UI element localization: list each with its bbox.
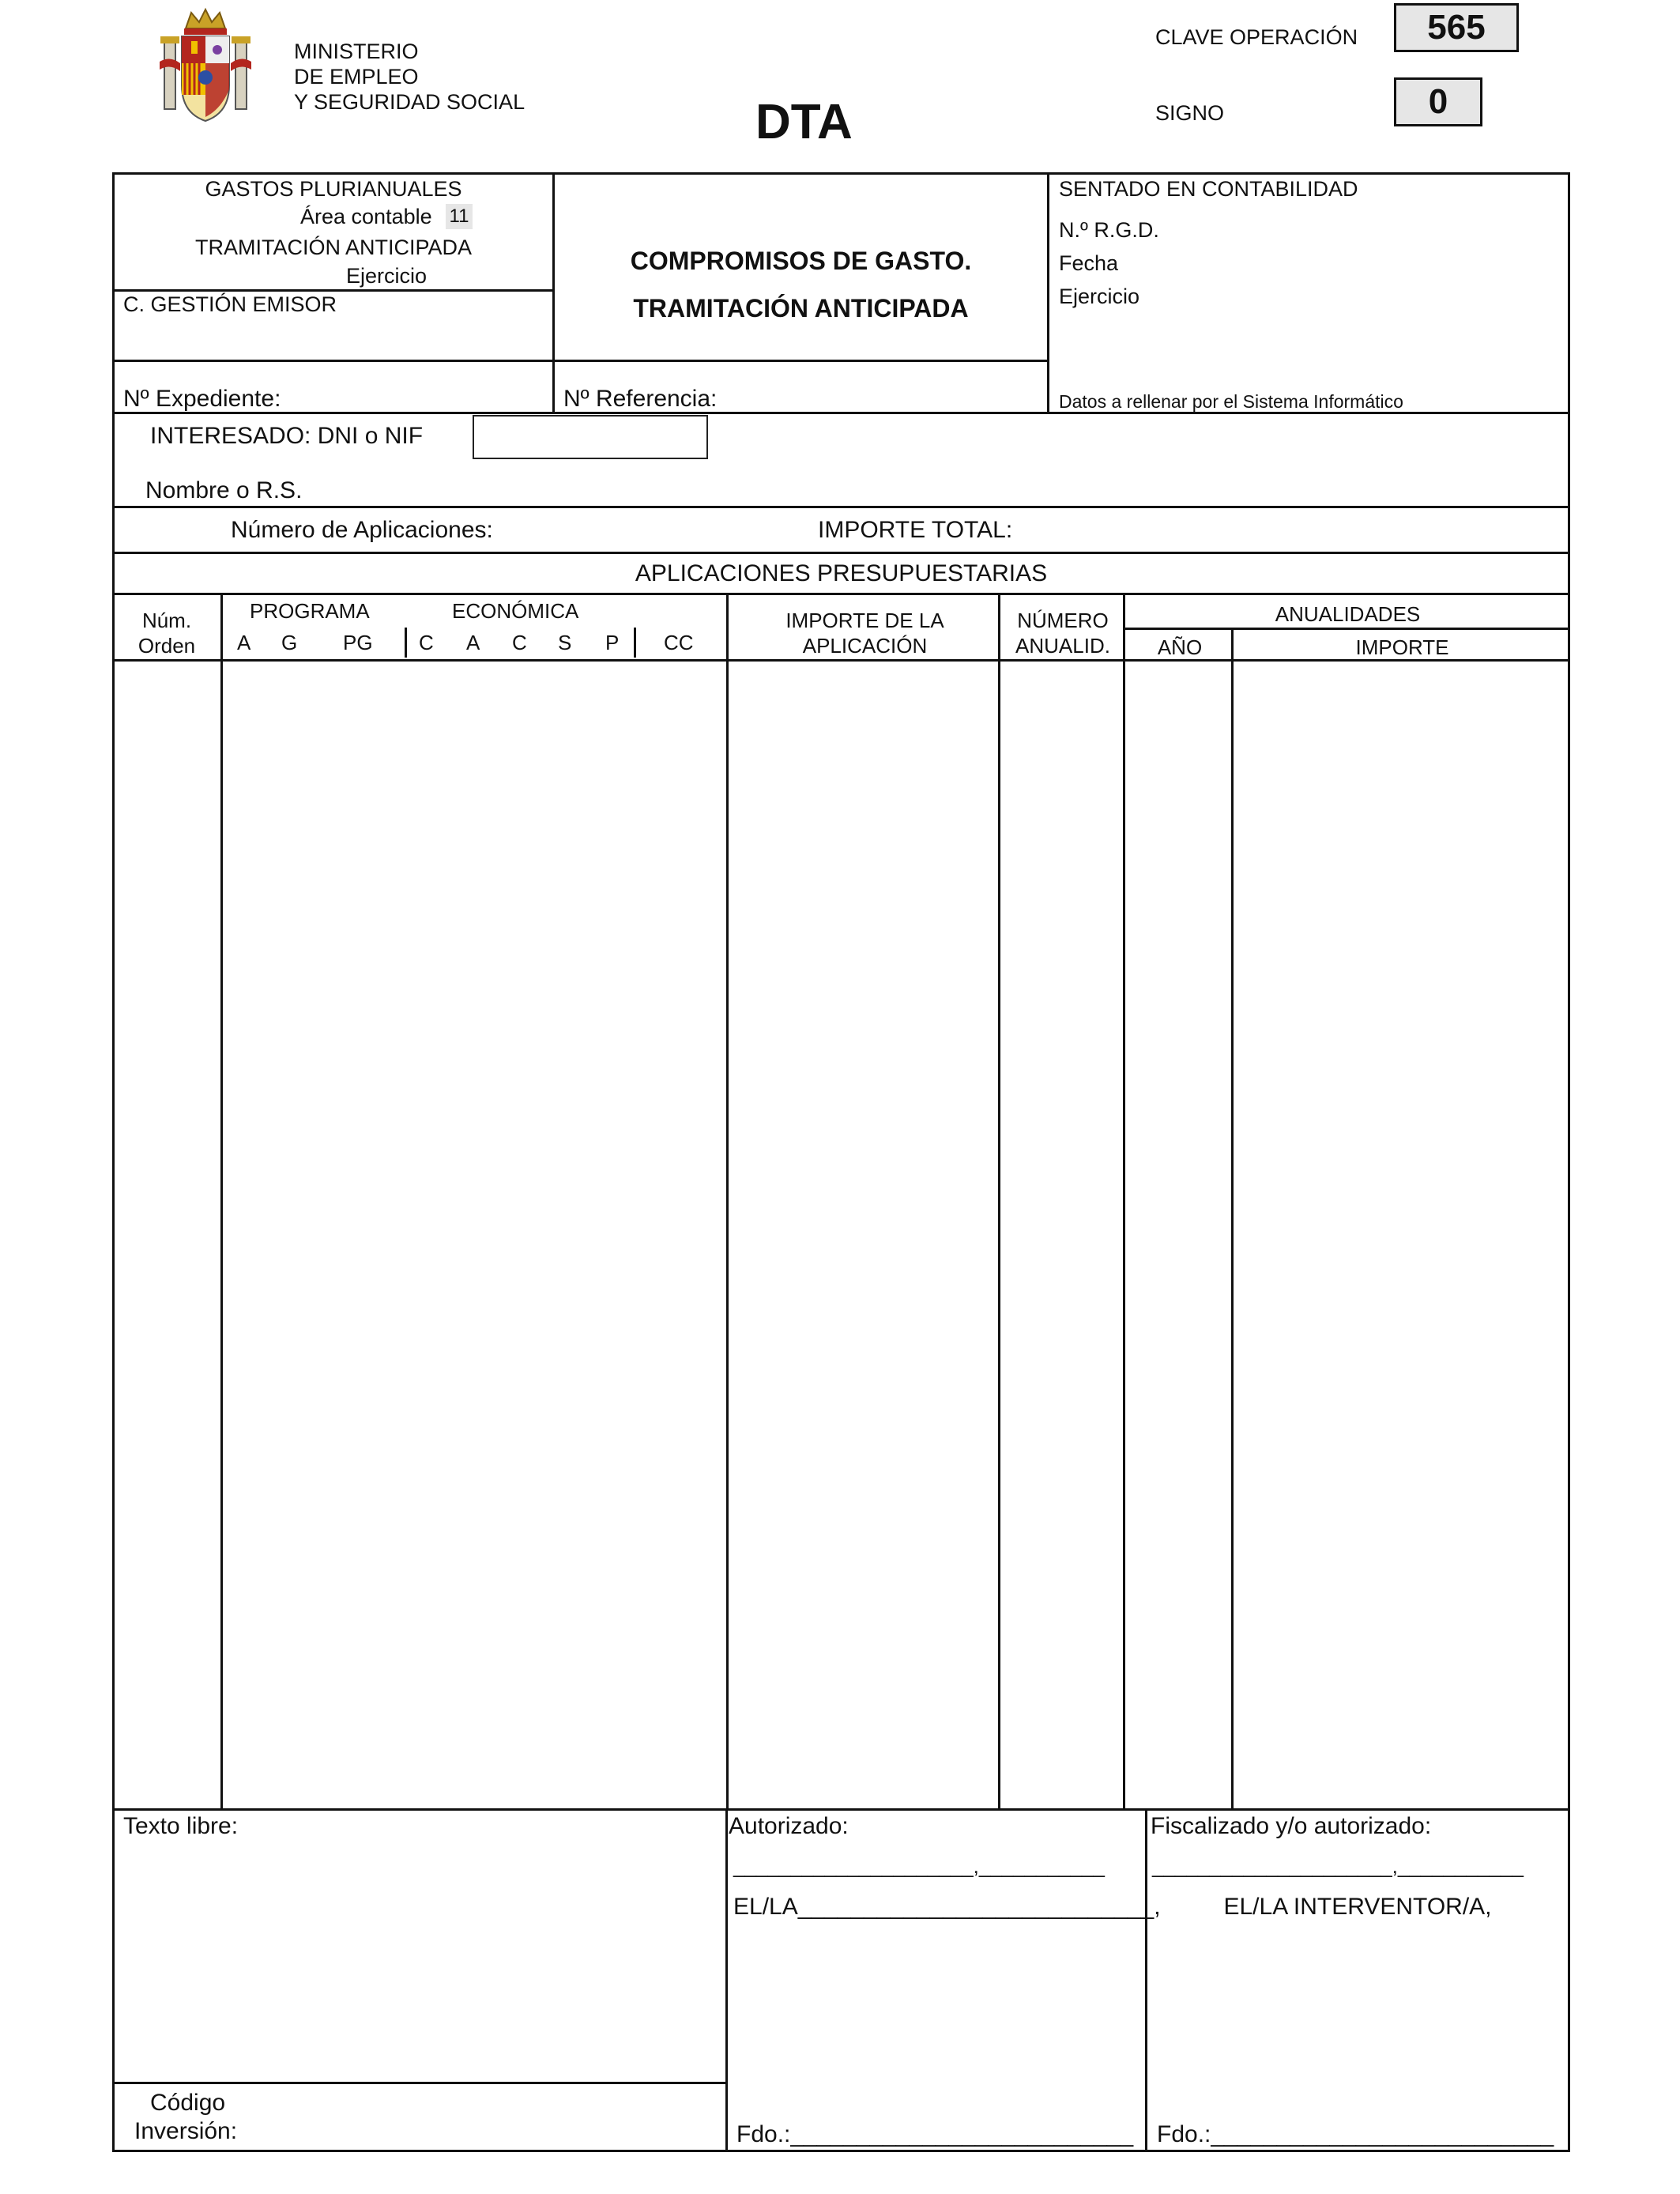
- coat-of-arms-logo: [158, 6, 253, 125]
- autorizado-place-line[interactable]: _____________________,___________: [733, 1854, 1105, 1878]
- clave-operacion-value: [1394, 3, 1519, 52]
- prog-a-header: A: [237, 631, 251, 654]
- programa-header: PROGRAMA: [250, 599, 370, 623]
- divider: [112, 552, 1570, 554]
- num-orden-header-2: Orden: [137, 634, 196, 658]
- form-title-line-1: COMPROMISOS DE GASTO.: [630, 247, 972, 275]
- importe-aplicacion-header-2: APLICACIÓN: [802, 634, 928, 658]
- divider: [112, 2082, 728, 2084]
- codigo-label-2: Inversión:: [134, 2118, 238, 2144]
- economica-header: ECONÓMICA: [452, 599, 579, 623]
- divider: [112, 289, 555, 292]
- interesado-label: INTERESADO: DNI o NIF: [150, 423, 424, 449]
- divider: [112, 593, 1570, 595]
- importe-total-label: IMPORTE TOTAL:: [818, 517, 1013, 543]
- gastos-plurianuales: GASTOS PLURIANUALES: [205, 177, 462, 201]
- eco-c-header: C: [419, 631, 434, 654]
- ministry-line-2: DE EMPLEO: [294, 65, 419, 89]
- prog-g-header: G: [281, 631, 298, 654]
- divider: [112, 360, 1049, 362]
- cc-header: CC: [664, 631, 694, 654]
- interventor-label: EL/LA INTERVENTOR/A,: [1223, 1894, 1492, 1920]
- rgd-label: N.º R.G.D.: [1059, 218, 1159, 242]
- divider: [405, 628, 407, 658]
- ministry-line-1: MINISTERIO: [294, 40, 419, 63]
- divider: [112, 1808, 1570, 1811]
- fecha-label: Fecha: [1059, 251, 1119, 275]
- divider: [1145, 1808, 1147, 2152]
- nif-input[interactable]: [473, 415, 708, 459]
- nombre-label: Nombre o R.S.: [145, 477, 303, 503]
- texto-libre-label: Texto libre:: [123, 1813, 239, 1839]
- autorizado-el-la-line[interactable]: EL/LA___________________________,: [733, 1894, 1161, 1920]
- signo-label: SIGNO: [1155, 101, 1225, 125]
- fiscalizado-fdo-line[interactable]: Fdo.:__________________________: [1157, 2121, 1554, 2147]
- codigo-label-1: Código: [150, 2090, 226, 2116]
- num-aplicaciones-label: Número de Aplicaciones:: [231, 517, 493, 543]
- clave-operacion-label: CLAVE OPERACIÓN: [1155, 25, 1358, 49]
- divider: [1047, 172, 1049, 414]
- doc-code: DTA: [755, 95, 853, 149]
- eco-s-header: S: [558, 631, 572, 654]
- autorizado-fdo-line[interactable]: Fdo.:__________________________: [736, 2121, 1134, 2147]
- referencia-label: Nº Referencia:: [563, 386, 718, 412]
- divider: [725, 1808, 728, 2152]
- ejercicio-label: Ejercicio: [346, 264, 428, 288]
- signo-number: 0: [1428, 82, 1448, 121]
- numero-anualid-header-2: ANUALID.: [1015, 634, 1110, 658]
- form-title-line-2: TRAMITACIÓN ANTICIPADA: [633, 294, 969, 322]
- divider: [634, 628, 636, 658]
- aplicaciones-table-body[interactable]: [115, 662, 1568, 1808]
- prog-pg-header: PG: [343, 631, 373, 654]
- divider: [112, 412, 1570, 414]
- divider: [112, 506, 1570, 508]
- signo-value: [1394, 77, 1482, 126]
- fiscalizado-place-line[interactable]: _____________________,___________: [1152, 1854, 1524, 1878]
- divider: [552, 172, 555, 414]
- eco-a-header: A: [466, 631, 480, 654]
- autorizado-label: Autorizado:: [729, 1813, 849, 1839]
- anio-header: AÑO: [1157, 635, 1203, 659]
- ejercicio-contable-label: Ejercicio: [1059, 285, 1140, 308]
- sistema-note: Datos a rellenar por el Sistema Informático: [1059, 391, 1403, 412]
- clave-operacion-number: 565: [1427, 8, 1486, 47]
- divider: [1125, 628, 1570, 630]
- eco-c2-header: C: [512, 631, 527, 654]
- numero-anualid-header-1: NÚMERO: [1017, 609, 1109, 632]
- tramitacion-anticipada-label: TRAMITACIÓN ANTICIPADA: [194, 236, 473, 259]
- aplicaciones-heading: APLICACIONES PRESUPUESTARIAS: [635, 560, 1048, 586]
- texto-libre-field[interactable]: [119, 1846, 719, 2075]
- gestion-emisor-label: C. GESTIÓN EMISOR: [123, 292, 337, 316]
- importe-aplicacion-header-1: IMPORTE DE LA: [785, 609, 944, 632]
- contabilidad-heading: SENTADO EN CONTABILIDAD: [1059, 177, 1358, 201]
- area-contable-label: Área contable: [300, 205, 432, 228]
- fiscalizado-label: Fiscalizado y/o autorizado:: [1151, 1813, 1432, 1839]
- eco-p-header: P: [605, 631, 620, 654]
- ministry-line-3: Y SEGURIDAD SOCIAL: [294, 90, 525, 114]
- area-contable-value: 11: [446, 204, 473, 229]
- expediente-label: Nº Expediente:: [123, 386, 281, 412]
- num-orden-header-1: Núm.: [141, 609, 192, 632]
- importe-header: IMPORTE: [1355, 635, 1449, 659]
- anualidades-header: ANUALIDADES: [1275, 602, 1421, 626]
